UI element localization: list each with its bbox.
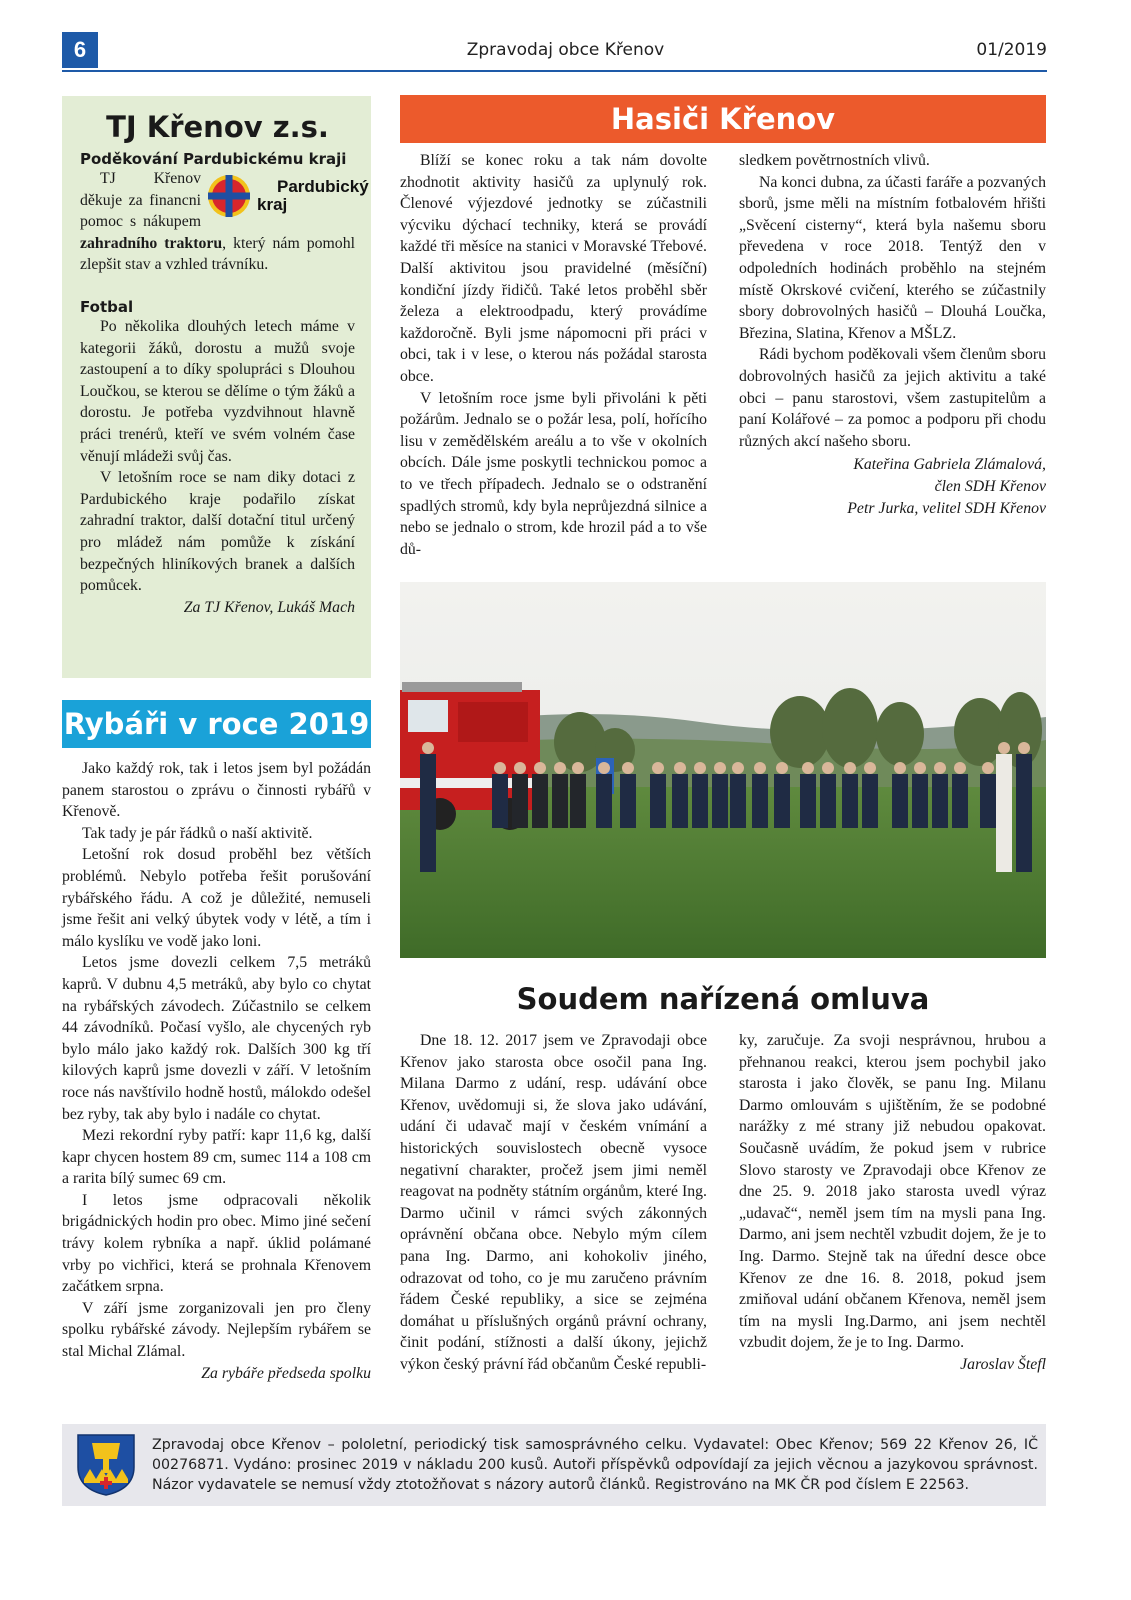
photo-person-figure <box>730 774 746 828</box>
hasici-signature-1: Kateřina Gabriela Zlámalová, <box>853 456 1046 474</box>
photo-person-head <box>598 762 610 774</box>
hasici-paragraph: V letošním roce jsme byli přivoláni k pěti požárům. Jednalo se o požár lesa, polí, hořícího lisu v zemědělském areálu a to vše v okolních obcích. Dále jsme poskytli technickou pomoc a to ve třech případech. Jednalo se o odstranění spadlých stromů, kdy byla neprůjezdná silnice a nebo se jednalo o strom, kde hrozil pád a to vše dů- <box>400 389 707 558</box>
photo-person-head <box>732 762 744 774</box>
rybari-paragraph: Mezi rekordní ryby patří: kapr 11,6 kg, další kapr chycen hostem 89 cm, sumec 114 a 108 cm a rarita bílý sumec 69 cm. <box>62 1127 371 1188</box>
krenov-coat-of-arms-icon <box>76 1433 136 1497</box>
rybari-title: Rybáři v roce 2019 <box>62 700 371 748</box>
firefighters-photo <box>400 582 1046 958</box>
photo-person-head <box>982 762 994 774</box>
tj-krenov-article <box>62 96 371 678</box>
photo-person-figure <box>712 774 728 828</box>
photo-person-head <box>914 762 926 774</box>
tj-signature: Za TJ Křenov, Lukáš Mach <box>183 598 355 616</box>
photo-person-figure <box>596 774 612 828</box>
soudem-title: Soudem nařízená omluva <box>516 982 930 1016</box>
hasici-title: Hasiči Křenov <box>400 95 1046 143</box>
photo-person-head <box>674 762 686 774</box>
pk-logo <box>207 170 369 222</box>
issue-number: 01/2019 <box>976 40 1047 60</box>
photo-person-head <box>754 762 766 774</box>
photo-person-figure <box>420 754 436 872</box>
photo-person-head <box>954 762 966 774</box>
rybari-paragraph: Jako každý rok, tak i letos jsem byl požádán panem starostou o zprávu o činnosti rybářů v Křenově. <box>62 760 371 821</box>
photo-person-figure <box>570 774 586 828</box>
tj-emphasis-tractor: zahradního traktoru <box>80 234 223 252</box>
photo-person-figure <box>932 774 948 828</box>
hasici-paragraph: sledkem povětrnostních vlivů. <box>739 152 930 169</box>
pk-logo-text: Pardubický kraj <box>257 177 369 214</box>
page-number: 6 <box>62 32 98 68</box>
photo-person-head <box>622 762 634 774</box>
photo-person-head <box>822 762 834 774</box>
rybari-paragraph: Letos jsme dovezli celkem 7,5 metráků kaprů. V dubnu 4,5 metráků, aby bylo co chytat na rybářských závodech. Zúčastnilo se celkem 44 závodníků. Počasí vyšlo, ale chycených ryb bylo málo jako každý rok. Dalších 300 kg tří kilových kaprů jsme dovezli v září. V letošním roce nás navštívilo hodně hostů, málokdo odešel bez ryby, tak aby bylo i nadále co chytat. <box>62 954 371 1123</box>
hasici-paragraph: Rádi bychom poděkovali všem členům sboru dobrovolných hasičů za jejich aktivitu a také obci – panu starostovi, všem zastupitelům a paní Kolářové – za pomoc a podporu při chodu různých akcí našeho sboru. <box>739 346 1046 450</box>
soudem-paragraph: ky, zaručuje. Za svoji nesprávnou, hrubou a přehnanou reakci, kterou jsem pochybil jako starosta i jako člověk, se panu Ing. Milanu Darmo omlouvám s ujištěním, že se podobné narážky z mé strany již nebudou opakovat. Současně uvádím, že pokud jsem v rubrice Slovo starosty ve Zpravodaji obce Křenov ze dne 25. 9. 2018 jako starosta uvedl výraz „udavač“, neměl jsem tím na mysli pana Ing. Darmo, ani jsem nechtěl vzbudit dojem, že je to Ing. Darmo. Stejně tak na úřední desce obce Křenov ze dne 16. 8. 2018, pokud jsem zmiňoval udání občanem Křenova, neměl jsem tím na mysli Ing.Darmo, ani jsem nechtěl vzbudit dojem, že je to Ing. Darmo. <box>739 1032 1046 1352</box>
header-rule <box>62 70 1047 72</box>
photo-person-figure <box>774 774 790 828</box>
tj-subheading-football: Fotbal <box>80 297 134 316</box>
tj-title: TJ Křenov z.s. <box>106 110 329 144</box>
photo-person-head <box>694 762 706 774</box>
hasici-column-1 <box>400 150 707 560</box>
soudem-signature: Jaroslav Štefl <box>960 1355 1046 1373</box>
photo-person-figure <box>862 774 878 828</box>
photo-person-figure <box>672 774 688 828</box>
photo-person-figure <box>842 774 858 828</box>
photo-person-figure <box>620 774 636 828</box>
footer <box>62 1424 1046 1506</box>
photo-person-head <box>894 762 906 774</box>
photo-person-head <box>422 742 434 754</box>
tj-paragraph-thanks: Pardubický kraj TJ Křenov děkuje za financni pomoc s nákupem zahradního traktoru, který nám pomohl zlepšit stav a vzhled trávníku. <box>80 170 369 274</box>
photo-person-figure <box>650 774 666 828</box>
soudem-paragraph: Dne 18. 12. 2017 jsem ve Zpravodaji obce Křenov jako starosta obce osočil pana Ing. Milana Darmo z udání, resp. udávání obce Křenov, uvědomuji si, že slova jako udávání, udání či udavač mají v českém vnímání a historických souvislostech obecně vysoce negativní charakter, pročež jsem jimi neměl reagovat na podněty státním orgánům, které Ing. Darmo učinil v rámci svých zákonných oprávnění občana obce. Nebylo mým cílem pana Ing. Darmo, ani kohokoliv jiného, odrazovat od toho, co je mu zaručeno právním řádem České republiky, a sice se zejména domáhat u příslušných orgánů právní ochrany, činit podání, stížnosti a další úkony, jejichž výkon český právní řád občanům České republi- <box>400 1032 707 1373</box>
hasici-signature-3: Petr Jurka, velitel SDH Křenov <box>847 499 1046 517</box>
photo-person-head <box>864 762 876 774</box>
photo-person-head <box>534 762 546 774</box>
rybari-signature: Za rybáře předseda spolku <box>201 1364 371 1382</box>
footer-imprint: Zpravodaj obce Křenov – pololetní, periodický tisk samosprávného celku. Vydavatel: Obec Křenov; 569 22 Křenov 26, IČ 00276871. Vydáno: prosinec 2019 v nákladu 200 kusů. Autoři příspěvků odpovídají za jejich věcnou a jazykovou správnost. Názor vydavatele se nemusí vždy ztotožňovat s názory autorů článků. Registrováno na MK ČR pod číslem E 22563. <box>152 1437 1038 1493</box>
tj-paragraph-grant: V letošním roce se nam diky dotaci z Pardubického kraje podařilo získat zahradní traktor, další dotační titul určený pro mládež nám pomůže k získání bezpečných hliníkových branek a dalších pomůcek. <box>80 469 355 595</box>
photo-person-figure <box>996 754 1012 872</box>
photo-person-head <box>652 762 664 774</box>
photo-person-figure <box>800 774 816 828</box>
photo-person-figure <box>952 774 968 828</box>
photo-person-figure <box>752 774 768 828</box>
photo-person-figure <box>492 774 508 828</box>
photo-person-head <box>572 762 584 774</box>
hasici-column-2 <box>739 150 1046 519</box>
newsletter-title: Zpravodaj obce Křenov <box>466 40 665 60</box>
photo-person-figure <box>1016 754 1032 872</box>
soudem-column-2 <box>739 1030 1046 1376</box>
photo-person-figure <box>980 774 996 828</box>
photo-person-figure <box>820 774 836 828</box>
photo-person-figure <box>532 774 548 828</box>
photo-person-figure <box>912 774 928 828</box>
photo-person-head <box>802 762 814 774</box>
pardubicky-kraj-cross-logo-icon <box>207 174 251 218</box>
rybari-paragraph: Tak tady je pár řádků o naší aktivitě. <box>82 824 313 842</box>
photo-person-figure <box>892 774 908 828</box>
photo-person-figure <box>552 774 568 828</box>
hasici-paragraph: Blíží se konec roku a tak nám dovolte zhodnotit aktivity hasičů za uplynulý rok. Členové výjezdové jednotky se zúčastnili výcviku dýchací techniky, která se provádí každé tři měsíce na stanici v Moravské Třebové. Další aktivitou jsou pravidelné (měsíční) kondiční jízdy řidičů. Také letos proběhl sběr železa a elektroodpadu, který provádíme každoročně. Byli jsme nápomocni při práci v obci, tak i v lese, o kterou nás požádal starosta obce. <box>400 152 707 385</box>
rybari-paragraph: Letošní rok dosud proběhl bez větších problémů. Nebylo potřeba řešit porušování rybářského řádu. A což je důležité, nemuseli jsme řešit ani velký úbytek vody v létě, a tím i málo kyslíku ve vodě jako loni. <box>62 846 371 950</box>
hasici-paragraph: Na konci dubna, za účasti faráře a pozvaných sborů, jsme měli na místním fotbalovém hřišti „Svěcení cisterny“, která byla našemu sboru převedena v roce 2018. Tentýž den v odpoledních hodinách proběhlo na stejném místě Okrskové cvičení, kterého se zúčastnily sbory dobrovolných hasičů – Dlouhá Loučka, Březina, Slatina, Křenov a MŠLZ. <box>739 173 1046 342</box>
photo-person-head <box>934 762 946 774</box>
rybari-article <box>62 758 371 1384</box>
tj-paragraph-football: Po několika dlouhých letech máme v kategorii žáků, dorostu a mužů svoje zastoupení a to díky spolupráci s Dlouhou Loučkou, se kterou se dělíme o tým žáků a dorostu. Je potřeba vyzdvihnout hlavně práci trenérů, kteří ve svém volném čase věnují mládeži svůj čas. <box>80 317 355 465</box>
soudem-column-1 <box>400 1030 707 1376</box>
hasici-signature-2: člen SDH Křenov <box>934 477 1046 495</box>
photo-person-head <box>998 742 1010 754</box>
photo-person-head <box>514 762 526 774</box>
photo-person-figure <box>512 774 528 828</box>
tj-subheading-thanks: Poděkování Pardubickému kraji <box>80 150 347 168</box>
photo-person-figure <box>692 774 708 828</box>
rybari-paragraph: I letos jsme odpracovali několik brigádnických hodin pro obec. Mimo jiné sečení trávy kolem rybníka a např. úklid polámané vrby po vichřici, která se prohnala Křenovem začátkem srpna. <box>62 1191 371 1296</box>
photo-person-head <box>714 762 726 774</box>
rybari-paragraph: V září jsme zorganizovali jen pro členy spolku rybářské závody. Nejlepším rybářem se stal Michal Zlámal. <box>62 1299 371 1361</box>
photo-person-head <box>1018 742 1030 754</box>
firefighters-photo-illustration <box>400 582 1046 958</box>
photo-person-head <box>494 762 506 774</box>
photo-person-head <box>554 762 566 774</box>
photo-person-head <box>776 762 788 774</box>
photo-person-head <box>844 762 856 774</box>
